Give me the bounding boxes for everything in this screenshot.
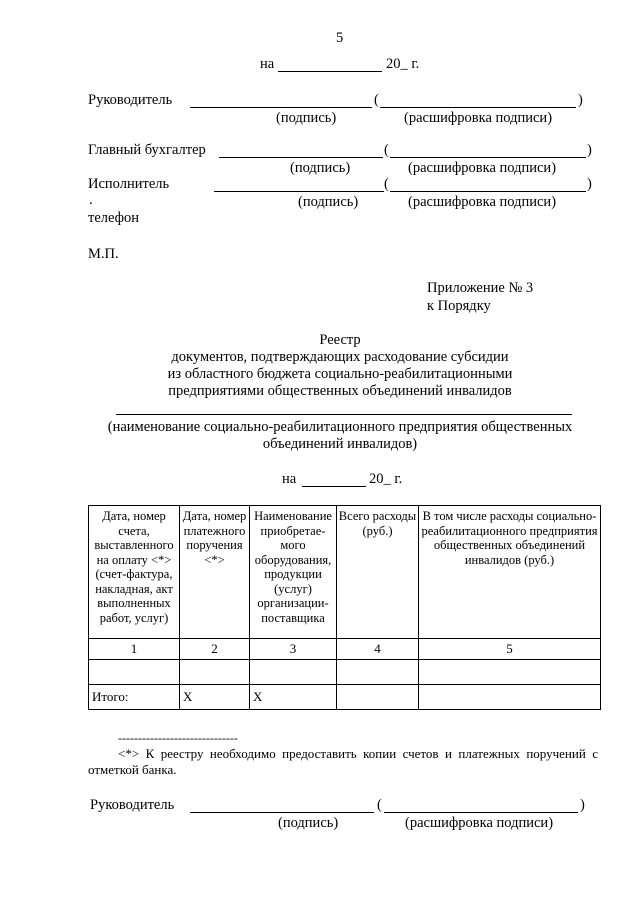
column-number: 5 [419, 639, 601, 660]
table-cell [419, 660, 601, 685]
decode-caption: (расшифровка подписи) [408, 160, 557, 176]
bracket-open: ( [377, 797, 382, 813]
title-line-1: документов, подтверждающих расходование субсидии [171, 349, 509, 365]
bracket-open: ( [374, 92, 379, 108]
registry-date-year: 20_ г. [369, 471, 403, 487]
column-number: 3 [250, 639, 337, 660]
column-number: 1 [89, 639, 180, 660]
table-cell [337, 660, 419, 685]
registry-date-blank [302, 486, 366, 487]
bracket-close: ) [587, 176, 592, 192]
org-name-line [116, 414, 572, 415]
title-line-3: предприятиями общественных объединений инвалидов [168, 383, 512, 399]
bracket-close: ) [578, 92, 583, 108]
table-cell [337, 685, 419, 710]
footnote-separator: ------------------------------ [118, 731, 238, 745]
sign-caption: (подпись) [290, 160, 351, 176]
decode-line [380, 107, 576, 108]
table-cell [180, 660, 250, 685]
stray-dot: . [89, 192, 93, 208]
sign-caption: (подпись) [298, 194, 359, 210]
header-invoice: Дата, номер счета, выставленного на оплату <*> (счет-фактура, накладная, акт выполненных работ, услуг) [89, 506, 180, 639]
bracket-close: ) [587, 142, 592, 158]
role-label: Руководитель [88, 92, 173, 108]
footnote-text: <*> К реестру необходимо предоставить копии счетов и платежных поручений с отметкой банка. [88, 746, 598, 777]
total-col2: X [180, 685, 250, 710]
top-date-year: 20_ г. [386, 56, 420, 72]
column-number-row [89, 639, 601, 660]
header-payment-order: Дата, номер платежного поручения <*> [180, 506, 250, 639]
signature-line [190, 812, 374, 813]
header-total-expenses: Всего расходы (руб.) [337, 506, 419, 639]
signature-line [219, 157, 383, 158]
sign-caption: (подпись) [276, 110, 337, 126]
decode-caption: (расшифровка подписи) [408, 194, 557, 210]
column-number: 4 [337, 639, 419, 660]
top-date-blank [278, 71, 382, 72]
page-number: 5 [336, 30, 344, 46]
seal-mark: М.П. [88, 246, 119, 262]
decode-caption: (расшифровка подписи) [404, 110, 553, 126]
registry-date-prefix: на [282, 471, 297, 487]
table-cell [250, 660, 337, 685]
role-label: Руководитель [90, 797, 175, 813]
decode-line [384, 812, 578, 813]
document-heading: Реестр [319, 332, 361, 348]
role-label: Главный бухгалтер [88, 142, 206, 158]
appendix-number: Приложение № 3 [427, 280, 534, 296]
registry-table [88, 505, 601, 710]
header-equipment-name: Наименование приобретае-мого оборудования, продукции (услуг) организации-поставщика [250, 506, 337, 639]
top-date-prefix: на [260, 56, 275, 72]
decode-line [390, 191, 586, 192]
header-enterprise-expenses: В том числе расходы социально-реабилитационного предприятия общественных объединений инвалидов (руб.) [419, 506, 601, 639]
bracket-close: ) [580, 797, 585, 813]
decode-line [390, 157, 586, 158]
decode-caption: (расшифровка подписи) [405, 815, 554, 831]
sign-caption: (подпись) [278, 815, 339, 831]
column-number: 2 [180, 639, 250, 660]
table-row [89, 660, 601, 685]
total-row [89, 685, 601, 710]
table-cell [89, 660, 180, 685]
signature-line [214, 191, 384, 192]
role-label: Исполнитель [88, 176, 170, 192]
telephone-label: телефон [88, 210, 140, 226]
org-caption-line-1: (наименование социально-реабилитационного предприятия общественных [107, 419, 573, 435]
table-cell [419, 685, 601, 710]
appendix-reference: к Порядку [427, 298, 491, 314]
table-header-row [89, 506, 601, 639]
signature-line [190, 107, 372, 108]
total-label: Итого: [89, 685, 180, 710]
title-line-2: из областного бюджета социально-реабилитационными [167, 366, 513, 382]
org-caption-line-2: объединений инвалидов) [262, 436, 418, 452]
total-col3: X [250, 685, 337, 710]
bracket-open: ( [384, 142, 389, 158]
bracket-open: ( [384, 176, 389, 192]
